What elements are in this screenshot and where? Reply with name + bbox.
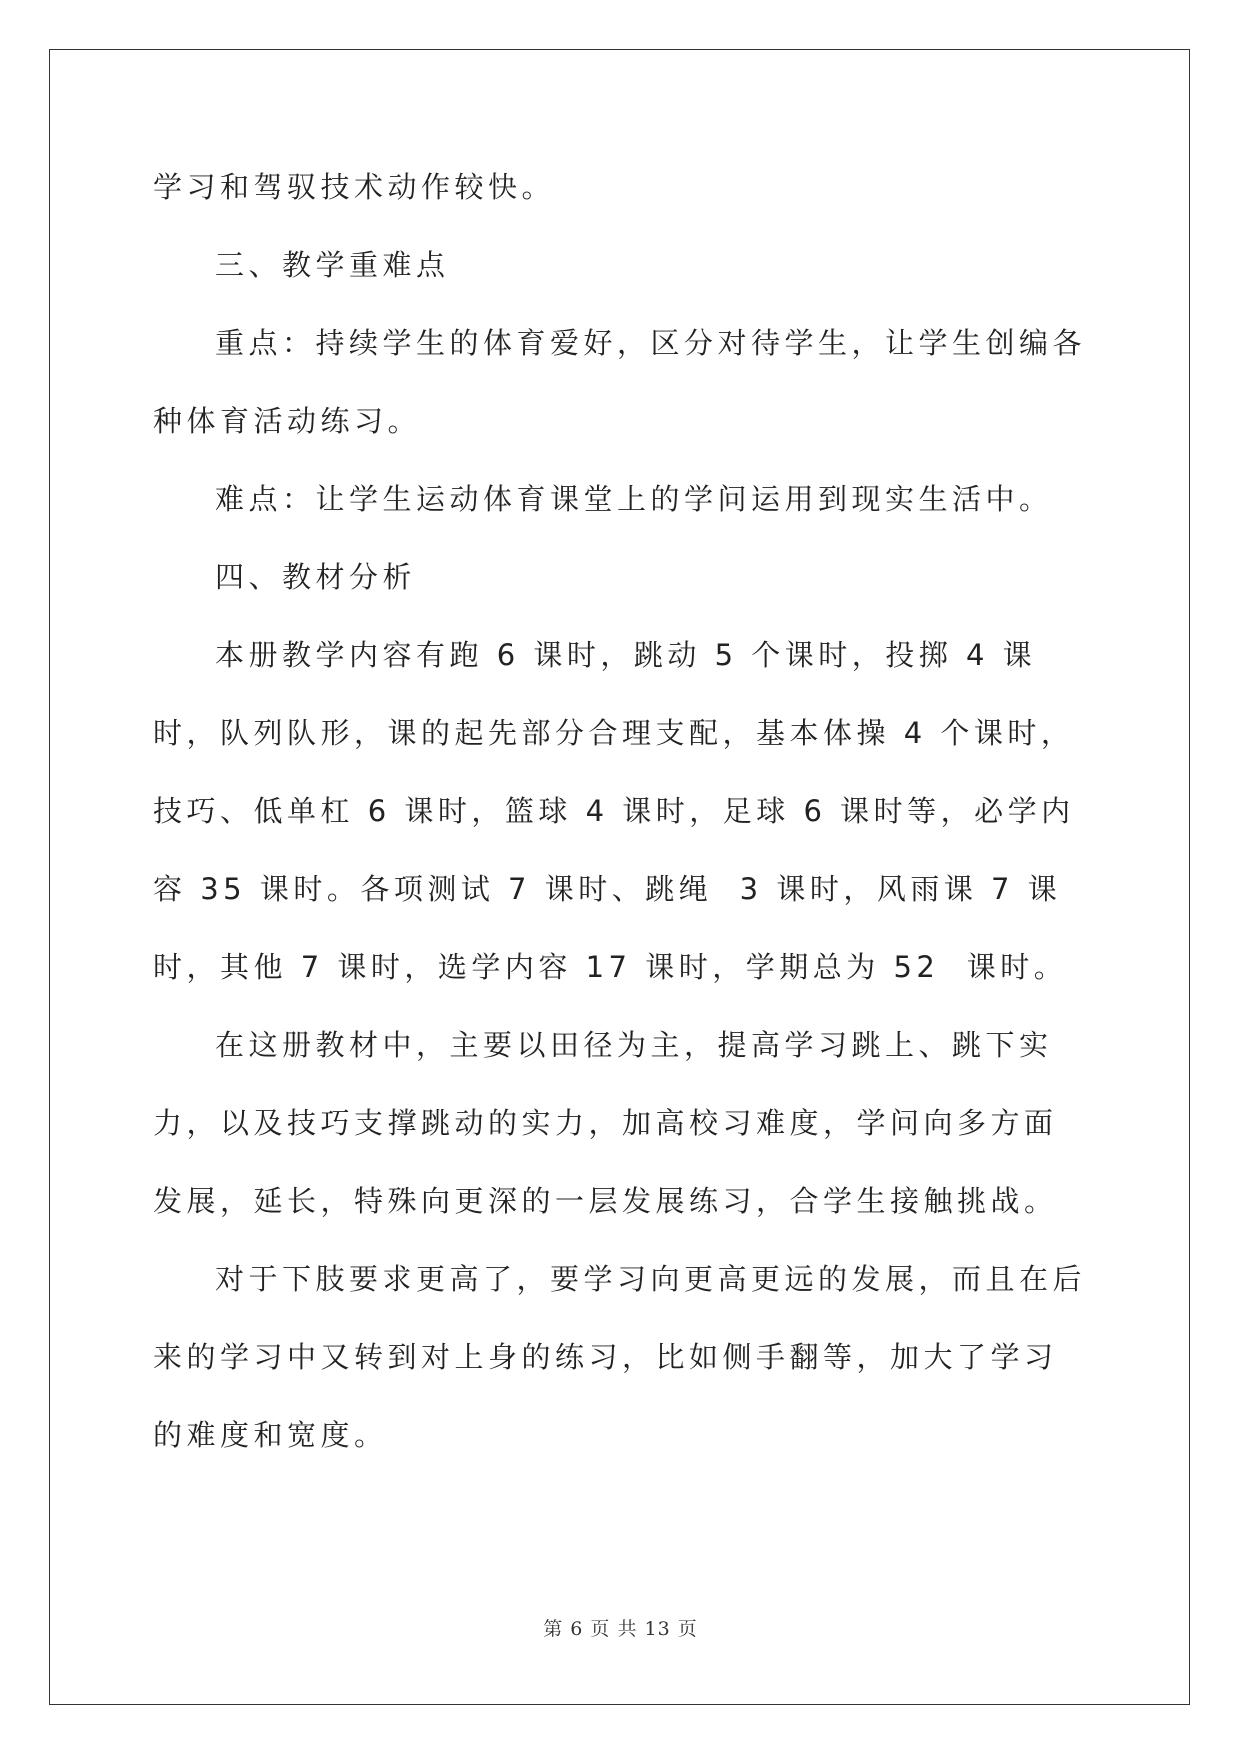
section-heading-material-analysis: 四、教材分析 xyxy=(215,560,417,594)
paragraph-difficulty: 难点：让学生运动体育课堂上的学问运用到现实生活中。 xyxy=(215,482,1053,516)
paragraph-content-hours: 本册教学内容有跑 6 课时，跳动 5 个课时，投掷 4 课时，队列队形，课的起先部分合理支配，基本体操 4 个课时，技巧、低单杠 6 课时，篮球 4 课时，足球 6 课时等，必学内容 35 课时。各项测试 7 课时、跳绳 3 课时，风雨课 7 课时，其他 7 课时，选学内容 17 课时，学期总为 52 课时。 xyxy=(153,638,1075,984)
document-body xyxy=(153,148,1088,1474)
page-number-footer: 第 6 页 共 13 页 xyxy=(543,1618,698,1640)
section-heading-key-points: 三、教学重难点 xyxy=(215,248,450,282)
paragraph-material-focus: 在这册教材中，主要以田径为主，提高学习跳上、跳下实力，以及技巧支撑跳动的实力，加高校习难度，学问向多方面发展，延长，特殊向更深的一层发展练习，合学生接触挑战。 xyxy=(153,1028,1058,1218)
paragraph-lower-limb: 对于下肢要求更高了，要学习向更高更远的发展，而且在后来的学习中又转到对上身的练习，比如侧手翻等，加大了学习的难度和宽度。 xyxy=(153,1262,1087,1452)
paragraph-key-point: 重点：持续学生的体育爱好，区分对待学生，让学生创编各种体育活动练习。 xyxy=(153,326,1087,438)
paragraph-continuation: 学习和驾驭技术动作较快。 xyxy=(153,170,556,204)
